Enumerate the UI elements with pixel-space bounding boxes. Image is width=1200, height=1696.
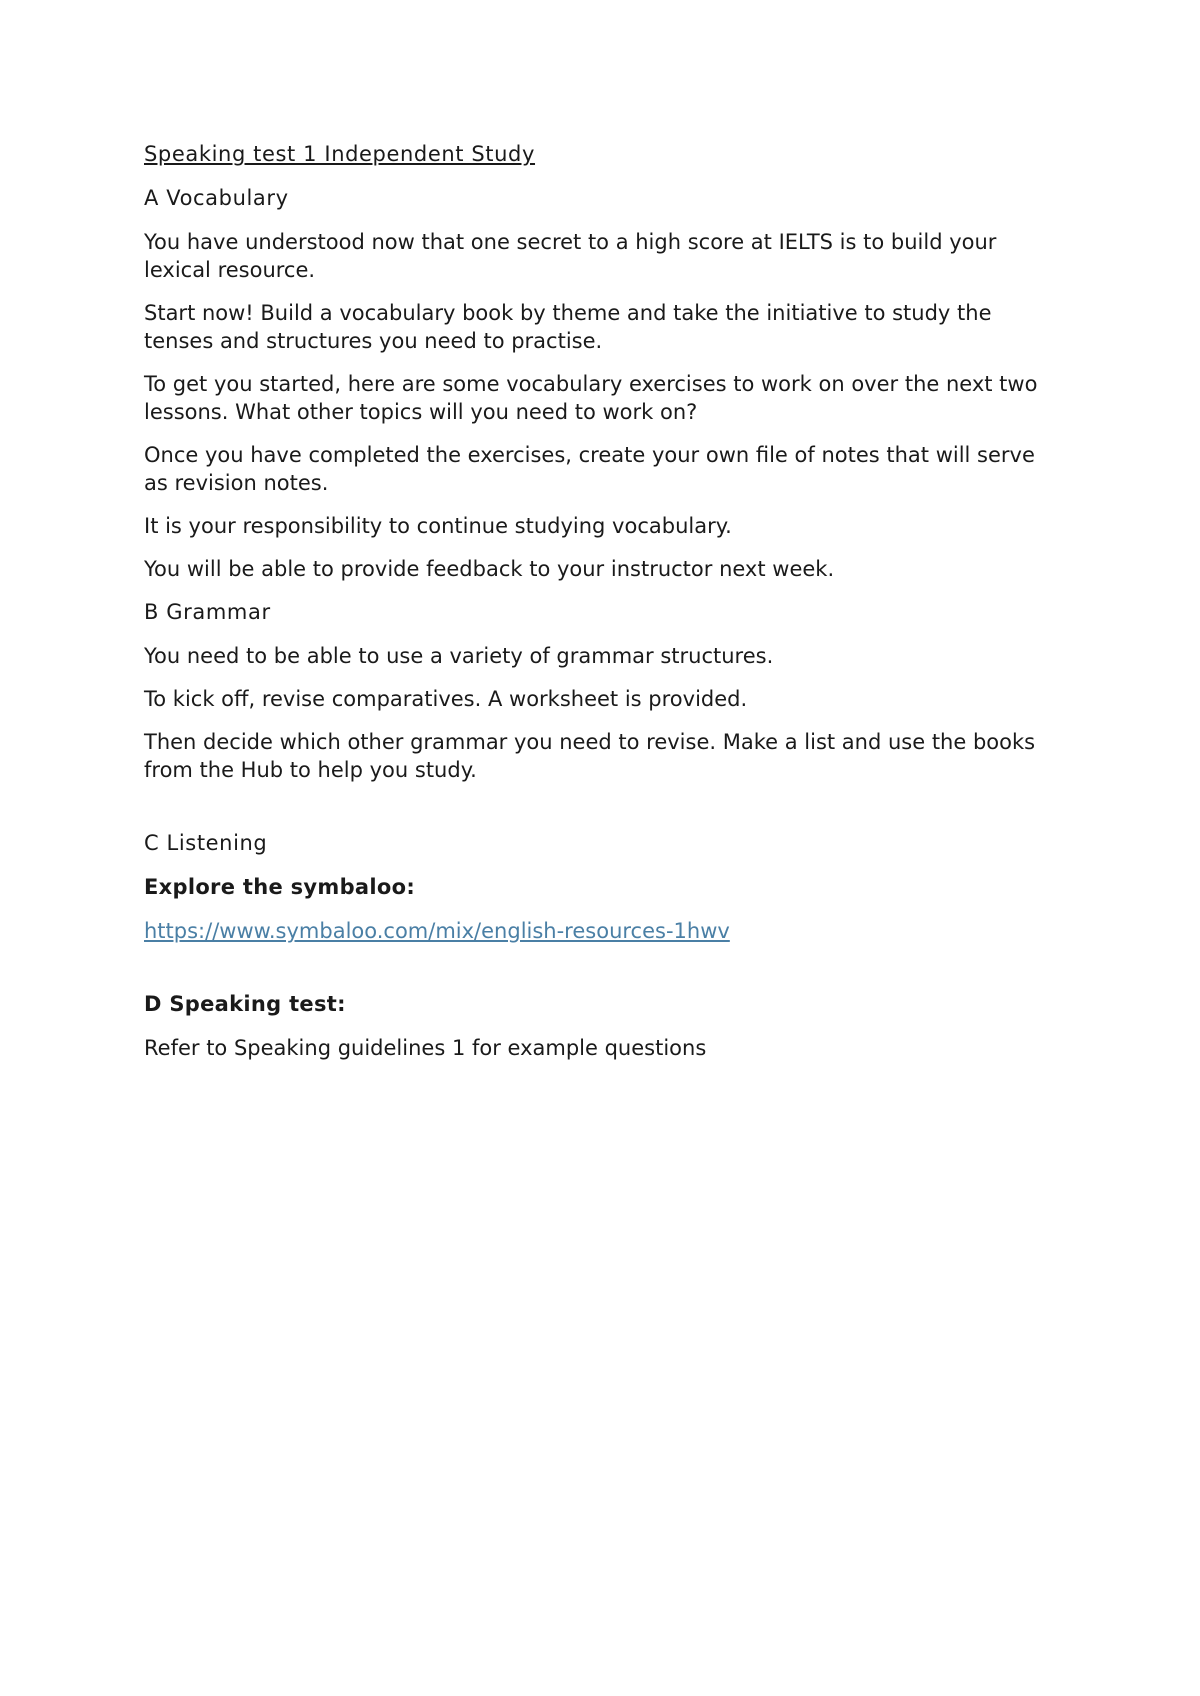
speaking-paragraph: Refer to Speaking guidelines 1 for example questions xyxy=(144,1036,707,1060)
vocabulary-paragraph: Start now! Build a vocabulary book by theme and take the initiative to study the tenses and structures you need to practise. xyxy=(144,301,992,353)
grammar-paragraph: To kick off, revise comparatives. A worksheet is provided. xyxy=(144,687,748,711)
vocabulary-paragraph: You have understood now that one secret to a high score at IELTS is to build your lexical resource. xyxy=(144,230,997,282)
document-title: Speaking test 1 Independent Study xyxy=(144,142,536,166)
document-content xyxy=(144,140,1064,1077)
spacer xyxy=(144,799,1064,829)
section-heading-speaking: D Speaking test: xyxy=(144,992,346,1016)
grammar-paragraph: Then decide which other grammar you need to revise. Make a list and use the books from the Hub to help you study. xyxy=(144,730,1036,782)
section-heading-listening: C Listening xyxy=(144,831,268,855)
section-heading-vocabulary: A Vocabulary xyxy=(144,186,289,210)
section-heading-grammar: B Grammar xyxy=(144,600,271,624)
grammar-paragraph: You need to be able to use a variety of grammar structures. xyxy=(144,644,774,668)
vocabulary-paragraph: It is your responsibility to continue studying vocabulary. xyxy=(144,514,732,538)
vocabulary-paragraph: Once you have completed the exercises, create your own file of notes that will serve as revision notes. xyxy=(144,443,1035,495)
vocabulary-paragraph: You will be able to provide feedback to your instructor next week. xyxy=(144,557,835,581)
symbaloo-link[interactable]: https://www.symbaloo.com/mix/english-resources-1hwv xyxy=(144,919,730,943)
listening-link-paragraph xyxy=(144,917,1064,945)
listening-subheading: Explore the symbaloo: xyxy=(144,875,416,899)
vocabulary-paragraph: To get you started, here are some vocabulary exercises to work on over the next two lessons. What other topics will you need to work on? xyxy=(144,372,1038,424)
spacer xyxy=(144,960,1064,990)
